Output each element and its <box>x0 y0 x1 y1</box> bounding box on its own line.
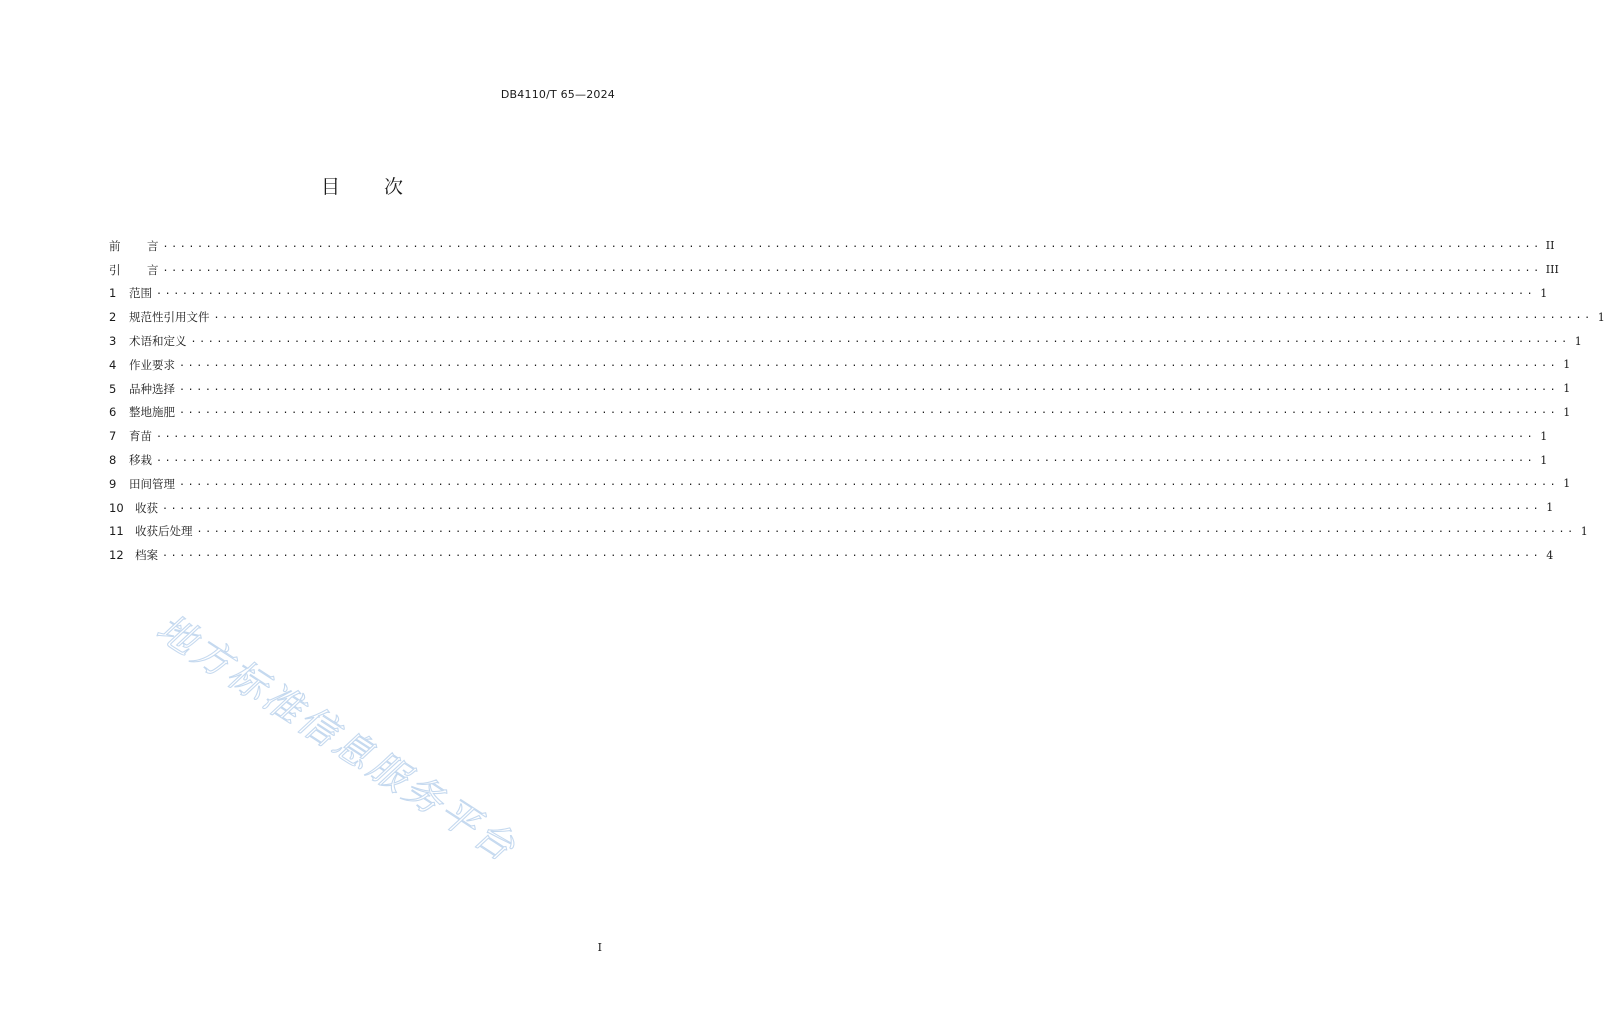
toc-entry-number: 7 <box>109 429 117 444</box>
toc-entry-title: 收获后处理 <box>135 524 193 539</box>
toc-entry-number: 9 <box>109 476 117 491</box>
toc-entry-label-part-2: 言 <box>147 238 159 253</box>
toc-entry-title: 收获 <box>135 500 158 515</box>
document-code: DB4110/T 65—2024 <box>500 88 615 101</box>
toc-entry-title: 术语和定义 <box>129 334 187 349</box>
toc-leader-dots: ................................................................................................................................................................ <box>179 405 1559 417</box>
toc-entry[interactable] <box>109 377 1571 401</box>
page-title <box>0 172 724 199</box>
toc-entry-label-part-1: 前 <box>109 238 121 253</box>
toc-entry-number: 11 <box>109 524 124 539</box>
toc-leader-dots: ................................................................................................................................................................ <box>190 334 1570 346</box>
toc-entry[interactable] <box>109 305 1605 329</box>
toc-entry-label-part-1: 引 <box>109 262 121 277</box>
toc-entry-title: 规范性引用文件 <box>129 310 210 325</box>
toc-entry-number: 1 <box>109 286 117 301</box>
toc-entry-page: 1 <box>1540 286 1548 300</box>
toc-entry[interactable] <box>109 543 1554 567</box>
toc-entry-page: 1 <box>1574 334 1582 348</box>
toc-entry-page: 1 <box>1563 358 1571 372</box>
toc-entry-page: 1 <box>1597 310 1605 324</box>
page-title-char-2: 次 <box>384 176 404 198</box>
toc-leader-dots: ................................................................................................................................................................ <box>162 262 1542 274</box>
toc-entry-page: 1 <box>1563 382 1571 396</box>
toc-entry-page: 1 <box>1540 453 1548 467</box>
toc-entry-number: 10 <box>109 500 124 515</box>
toc-leader-dots: ................................................................................................................................................................ <box>156 286 1536 298</box>
toc-entry-page: 1 <box>1540 429 1548 443</box>
toc-entry-title: 作业要求 <box>129 357 175 372</box>
toc-entry[interactable] <box>109 282 1548 306</box>
toc-leader-dots: ................................................................................................................................................................ <box>156 429 1536 441</box>
page-number: I <box>597 941 602 954</box>
toc-entry-label-part-2: 言 <box>147 262 159 277</box>
toc-entry[interactable] <box>109 472 1571 496</box>
toc-entry-title: 整地施肥 <box>129 405 175 420</box>
toc-leader-dots: ................................................................................................................................................................ <box>156 453 1536 465</box>
toc-entry-page: 1 <box>1563 405 1571 419</box>
toc-entry[interactable] <box>109 329 1582 353</box>
toc-leader-dots: ................................................................................................................................................................ <box>179 381 1559 393</box>
table-of-contents <box>109 234 1605 567</box>
toc-entry[interactable] <box>109 353 1571 377</box>
toc-entry-number: 3 <box>109 334 117 349</box>
toc-entry[interactable] <box>109 401 1571 425</box>
toc-entry-title: 育苗 <box>129 429 152 444</box>
toc-leader-dots: ................................................................................................................................................................ <box>162 238 1542 250</box>
toc-entry-page: 4 <box>1546 548 1554 562</box>
toc-entry-label <box>109 238 159 254</box>
toc-entry-foreword[interactable] <box>109 234 1555 258</box>
toc-leader-dots: ................................................................................................................................................................ <box>213 310 1593 322</box>
toc-leader-dots: ................................................................................................................................................................ <box>179 357 1559 369</box>
toc-entry-title: 范围 <box>129 286 152 301</box>
toc-entry-page: 1 <box>1563 477 1571 491</box>
toc-leader-dots: ................................................................................................................................................................ <box>196 524 1576 536</box>
toc-entry[interactable] <box>109 520 1588 544</box>
page-title-char-1: 目 <box>320 176 340 198</box>
toc-entry-number: 2 <box>109 310 117 325</box>
toc-leader-dots: ................................................................................................................................................................ <box>162 500 1542 512</box>
toc-entry-number: 12 <box>109 548 124 563</box>
toc-entry-introduction[interactable] <box>109 258 1559 282</box>
toc-entry-page: 1 <box>1546 501 1554 515</box>
toc-leader-dots: ................................................................................................................................................................ <box>179 476 1559 488</box>
watermark: 地方标准信息服务平台 <box>149 605 526 872</box>
toc-entry[interactable] <box>109 496 1554 520</box>
toc-entry-number: 4 <box>109 357 117 372</box>
toc-entry-page: III <box>1545 263 1559 277</box>
toc-entry-page: II <box>1545 239 1555 253</box>
toc-entry-title: 档案 <box>135 548 158 563</box>
toc-leader-dots: ................................................................................................................................................................ <box>162 548 1542 560</box>
toc-entry-title: 品种选择 <box>129 381 175 396</box>
toc-entry-number: 6 <box>109 405 117 420</box>
toc-entry[interactable] <box>109 424 1548 448</box>
toc-entry-page: 1 <box>1580 524 1588 538</box>
toc-entry-title: 移栽 <box>129 453 152 468</box>
toc-entry-title: 田间管理 <box>129 476 175 491</box>
toc-entry-label <box>109 262 159 278</box>
toc-entry[interactable] <box>109 448 1548 472</box>
toc-entry-number: 8 <box>109 453 117 468</box>
toc-entry-number: 5 <box>109 381 117 396</box>
